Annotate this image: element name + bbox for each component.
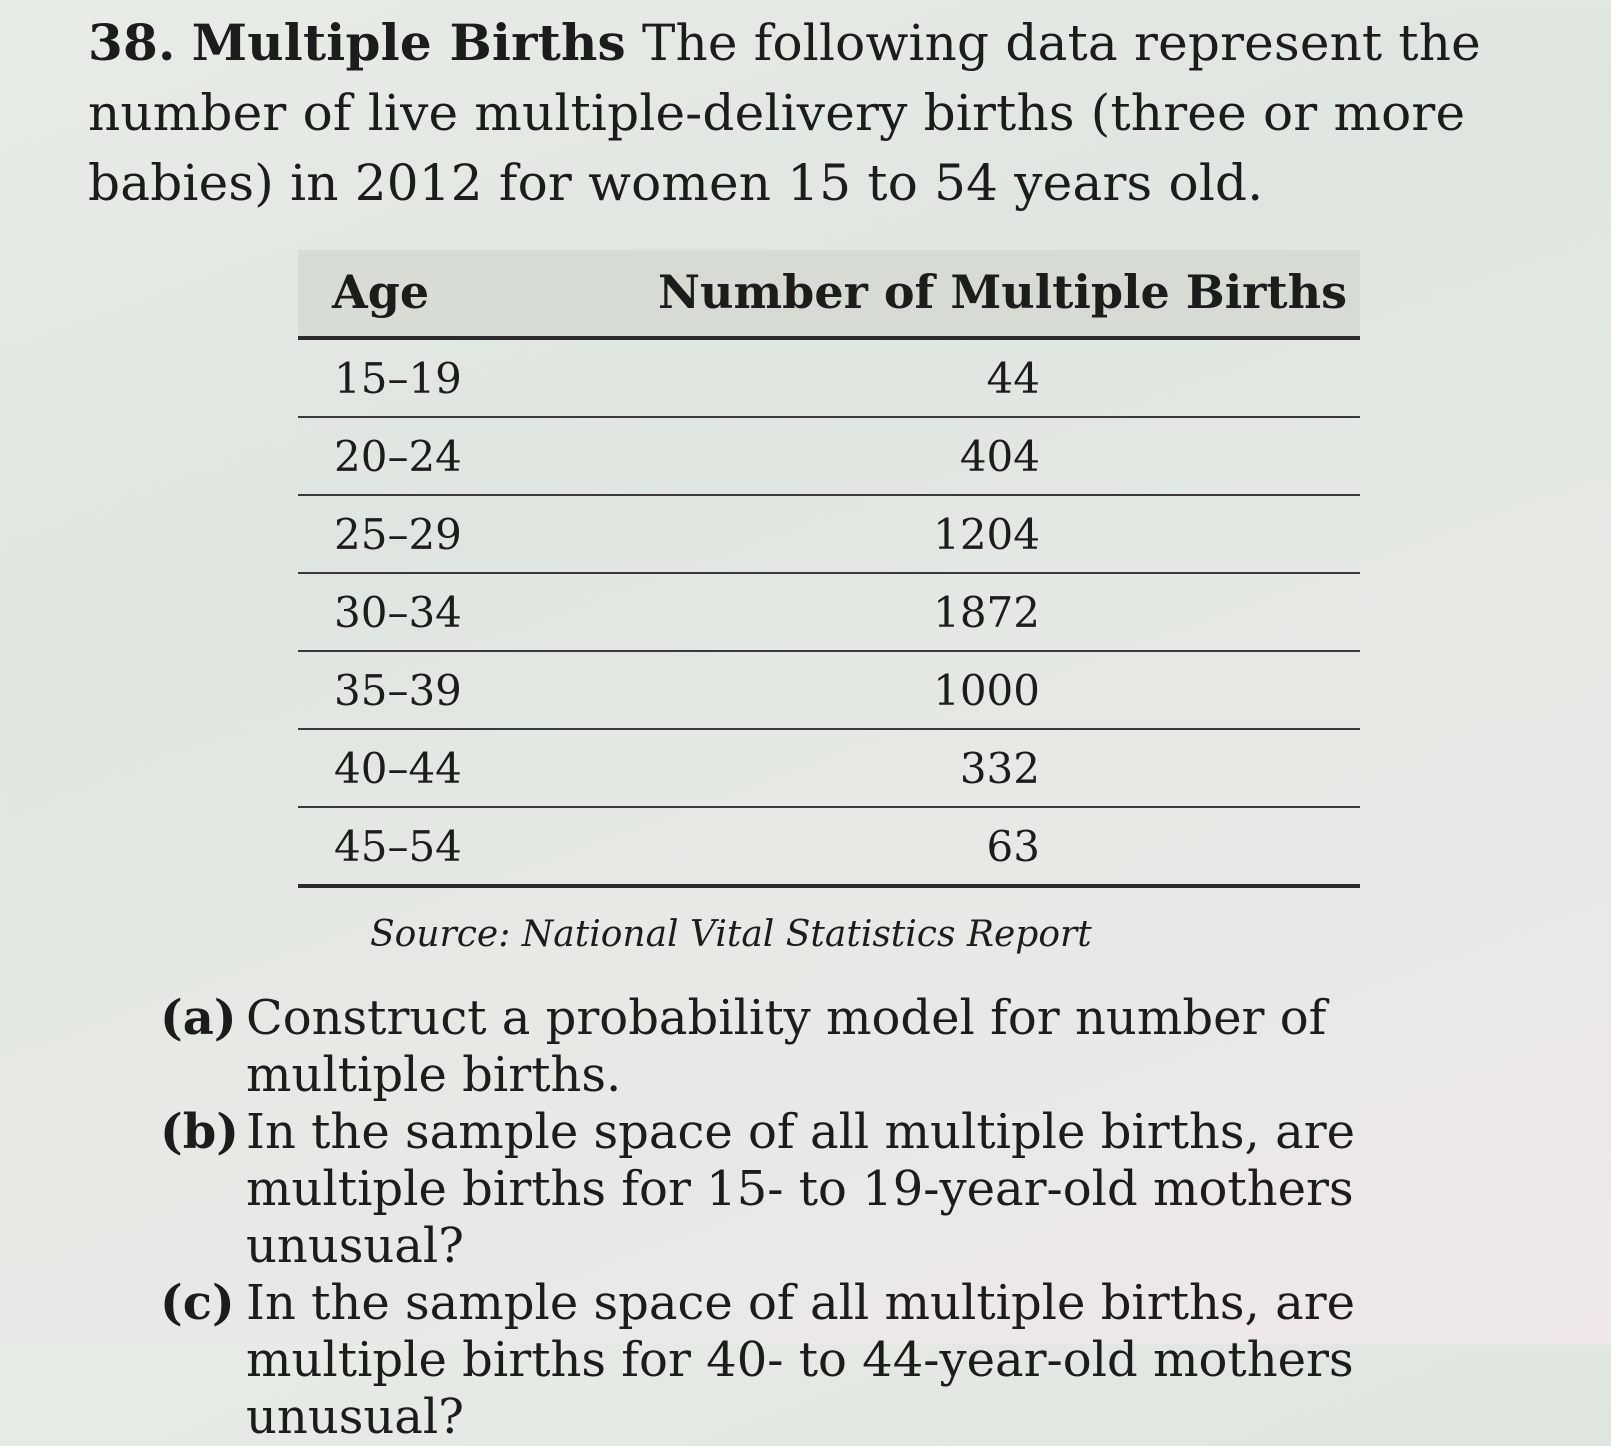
table-row <box>298 652 1360 730</box>
question-a <box>160 990 1540 1104</box>
question-list <box>160 990 1540 1446</box>
header-number-of-births: Number of Multiple Births <box>658 265 1347 319</box>
question-text: In the sample space of all multiple births, are multiple births for 40- to 44-year-old mothers unusual? <box>246 1275 1356 1445</box>
header-age: Age <box>332 265 430 319</box>
question-text: Construct a probability model for number of multiple births. <box>246 990 1327 1103</box>
table-header <box>298 250 1360 336</box>
births-cell: 1204 <box>933 510 1040 559</box>
age-cell: 40–44 <box>334 744 462 793</box>
table-row <box>298 496 1360 574</box>
table-source: Source: National Vital Statistics Report <box>370 914 1092 955</box>
data-table <box>298 250 1360 888</box>
table-row <box>298 418 1360 496</box>
table-row <box>298 340 1360 418</box>
question-letter: (c) <box>160 1275 235 1331</box>
problem-text: The following data represent the number of live multiple-delivery births (three or more babies) in 2012 for women 15 to 54 years old. <box>88 14 1481 212</box>
age-cell: 35–39 <box>334 666 462 715</box>
births-cell: 1000 <box>933 666 1040 715</box>
age-cell: 45–54 <box>334 822 462 871</box>
question-text: In the sample space of all multiple births, are multiple births for 15- to 19-year-old mothers unusual? <box>246 1104 1356 1274</box>
problem-statement <box>88 8 1568 218</box>
births-cell: 404 <box>959 432 1040 481</box>
table-row <box>298 808 1360 888</box>
problem-number: 38. <box>88 13 176 72</box>
question-b <box>160 1104 1540 1275</box>
births-cell: 332 <box>959 744 1040 793</box>
age-cell: 30–34 <box>334 588 462 637</box>
question-letter: (a) <box>160 990 237 1046</box>
age-cell: 20–24 <box>334 432 462 481</box>
births-cell: 44 <box>986 354 1040 403</box>
table-row <box>298 574 1360 652</box>
table-body <box>298 340 1360 888</box>
age-cell: 25–29 <box>334 510 462 559</box>
age-cell: 15–19 <box>334 354 462 403</box>
table-row <box>298 730 1360 808</box>
births-cell: 63 <box>986 822 1040 871</box>
question-c <box>160 1275 1540 1446</box>
question-letter: (b) <box>160 1104 239 1160</box>
problem-heading: Multiple Births <box>191 13 626 72</box>
births-cell: 1872 <box>933 588 1040 637</box>
